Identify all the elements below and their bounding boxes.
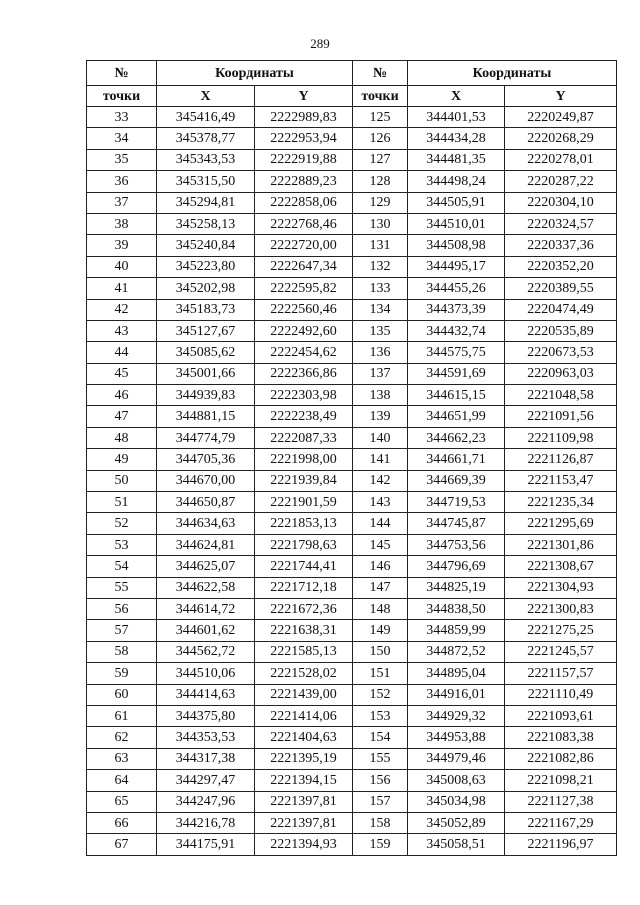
y-left: 2222238,49 [255,406,353,427]
x-right: 344825,19 [408,577,505,598]
y-left: 2222087,33 [255,427,353,448]
table-row [87,299,617,320]
header-points-right: точки [353,86,408,107]
table-row [87,363,617,384]
table-row [87,812,617,833]
point-number-right: 134 [353,299,408,320]
y-right: 2221245,57 [505,641,617,662]
x-right: 344953,88 [408,727,505,748]
point-number-left: 42 [87,299,157,320]
point-number-right: 142 [353,470,408,491]
y-left: 2221404,63 [255,727,353,748]
point-number-left: 51 [87,492,157,513]
x-right: 344508,98 [408,235,505,256]
y-right: 2220673,53 [505,342,617,363]
point-number-right: 152 [353,684,408,705]
table-row [87,513,617,534]
y-left: 2221712,18 [255,577,353,598]
x-right: 345058,51 [408,834,505,855]
x-right: 344859,99 [408,620,505,641]
y-right: 2221126,87 [505,449,617,470]
y-left: 2221394,93 [255,834,353,855]
point-number-left: 40 [87,256,157,277]
y-right: 2221109,98 [505,427,617,448]
table-row [87,149,617,170]
x-left: 344650,87 [157,492,255,513]
page-number: 289 [310,36,330,51]
point-number-left: 53 [87,534,157,555]
y-right: 2220474,49 [505,299,617,320]
table-row [87,598,617,619]
table-row [87,641,617,662]
x-left: 344705,36 [157,449,255,470]
y-right: 2221083,38 [505,727,617,748]
y-left: 2221439,00 [255,684,353,705]
point-number-right: 147 [353,577,408,598]
point-number-right: 159 [353,834,408,855]
y-right: 2221167,29 [505,812,617,833]
table-row [87,663,617,684]
table-row [87,791,617,812]
x-left: 344881,15 [157,406,255,427]
x-right: 344753,56 [408,534,505,555]
point-number-left: 47 [87,406,157,427]
y-right: 2220324,57 [505,213,617,234]
y-right: 2221091,56 [505,406,617,427]
header-y-left: Y [255,86,353,107]
y-left: 2222560,46 [255,299,353,320]
x-right: 344575,75 [408,342,505,363]
table-row [87,256,617,277]
y-left: 2222492,60 [255,320,353,341]
x-right: 344661,71 [408,449,505,470]
y-right: 2220249,87 [505,107,617,128]
y-right: 2221157,57 [505,663,617,684]
table-row [87,385,617,406]
y-left: 2221397,81 [255,791,353,812]
x-right: 344796,69 [408,556,505,577]
y-left: 2222889,23 [255,171,353,192]
point-number-left: 39 [87,235,157,256]
table-row [87,620,617,641]
table-row [87,107,617,128]
point-number-right: 133 [353,278,408,299]
x-right: 344498,24 [408,171,505,192]
x-left: 344624,81 [157,534,255,555]
header-row-bottom [87,86,617,107]
y-left: 2222858,06 [255,192,353,213]
point-number-right: 138 [353,385,408,406]
x-right: 344662,23 [408,427,505,448]
point-number-right: 130 [353,213,408,234]
x-left: 345416,49 [157,107,255,128]
x-left: 344317,38 [157,748,255,769]
header-coordinates-right: Координаты [408,61,617,86]
point-number-left: 59 [87,663,157,684]
y-right: 2220304,10 [505,192,617,213]
x-left: 344216,78 [157,812,255,833]
header-x-right: X [408,86,505,107]
x-right: 345034,98 [408,791,505,812]
y-right: 2220278,01 [505,149,617,170]
x-right: 344495,17 [408,256,505,277]
y-left: 2222768,46 [255,213,353,234]
table-row [87,278,617,299]
point-number-left: 63 [87,748,157,769]
y-left: 2222953,94 [255,128,353,149]
y-right: 2220389,55 [505,278,617,299]
header-coordinates-left: Координаты [157,61,353,86]
point-number-right: 143 [353,492,408,513]
point-number-left: 49 [87,449,157,470]
point-number-left: 62 [87,727,157,748]
point-number-right: 126 [353,128,408,149]
y-left: 2222366,86 [255,363,353,384]
y-right: 2220352,20 [505,256,617,277]
x-right: 344916,01 [408,684,505,705]
y-left: 2221998,00 [255,449,353,470]
table-row [87,171,617,192]
y-right: 2221196,97 [505,834,617,855]
y-right: 2221110,49 [505,684,617,705]
point-number-left: 56 [87,598,157,619]
point-number-right: 139 [353,406,408,427]
x-left: 345085,62 [157,342,255,363]
y-right: 2221275,25 [505,620,617,641]
y-left: 2221672,36 [255,598,353,619]
point-number-left: 38 [87,213,157,234]
point-number-left: 44 [87,342,157,363]
table-row [87,770,617,791]
x-left: 344297,47 [157,770,255,791]
point-number-left: 35 [87,149,157,170]
table-row [87,534,617,555]
point-number-left: 60 [87,684,157,705]
x-right: 344481,35 [408,149,505,170]
point-number-left: 36 [87,171,157,192]
y-left: 2222647,34 [255,256,353,277]
y-left: 2221395,19 [255,748,353,769]
x-left: 345001,66 [157,363,255,384]
point-number-right: 150 [353,641,408,662]
header-points-left: точки [87,86,157,107]
x-right: 344929,32 [408,705,505,726]
point-number-left: 65 [87,791,157,812]
y-right: 2220268,29 [505,128,617,149]
y-right: 2221235,34 [505,492,617,513]
table-row [87,192,617,213]
x-right: 344979,46 [408,748,505,769]
header-x-left: X [157,86,255,107]
x-left: 344175,91 [157,834,255,855]
table-row [87,342,617,363]
y-left: 2221397,81 [255,812,353,833]
y-right: 2220337,36 [505,235,617,256]
point-number-left: 50 [87,470,157,491]
x-right: 344872,52 [408,641,505,662]
point-number-right: 156 [353,770,408,791]
table-row [87,235,617,256]
point-number-left: 55 [87,577,157,598]
table-row [87,684,617,705]
point-number-left: 43 [87,320,157,341]
x-left: 345127,67 [157,320,255,341]
point-number-right: 149 [353,620,408,641]
x-right: 344505,91 [408,192,505,213]
point-number-right: 158 [353,812,408,833]
x-left: 344614,72 [157,598,255,619]
point-number-left: 61 [87,705,157,726]
point-number-right: 145 [353,534,408,555]
point-number-right: 135 [353,320,408,341]
y-left: 2222919,88 [255,149,353,170]
x-left: 345378,77 [157,128,255,149]
y-right: 2221301,86 [505,534,617,555]
y-left: 2221798,63 [255,534,353,555]
x-right: 344719,53 [408,492,505,513]
x-right: 345052,89 [408,812,505,833]
point-number-right: 140 [353,427,408,448]
x-left: 344247,96 [157,791,255,812]
y-right: 2221304,93 [505,577,617,598]
x-left: 344625,07 [157,556,255,577]
x-right: 345008,63 [408,770,505,791]
y-right: 2220287,22 [505,171,617,192]
x-left: 345223,80 [157,256,255,277]
x-right: 344591,69 [408,363,505,384]
x-left: 345202,98 [157,278,255,299]
header-no-right: № [353,61,408,86]
y-left: 2221939,84 [255,470,353,491]
y-left: 2221744,41 [255,556,353,577]
point-number-right: 132 [353,256,408,277]
x-left: 344774,79 [157,427,255,448]
y-left: 2222989,83 [255,107,353,128]
x-left: 344353,53 [157,727,255,748]
point-number-left: 57 [87,620,157,641]
x-right: 344745,87 [408,513,505,534]
x-left: 344601,62 [157,620,255,641]
y-left: 2221414,06 [255,705,353,726]
point-number-left: 58 [87,641,157,662]
point-number-right: 129 [353,192,408,213]
y-left: 2221585,13 [255,641,353,662]
x-right: 344615,15 [408,385,505,406]
x-left: 345183,73 [157,299,255,320]
point-number-right: 131 [353,235,408,256]
x-left: 345258,13 [157,213,255,234]
point-number-left: 67 [87,834,157,855]
table-row [87,748,617,769]
table-row [87,320,617,341]
x-right: 344373,39 [408,299,505,320]
y-right: 2221093,61 [505,705,617,726]
point-number-right: 154 [353,727,408,748]
x-left: 344622,58 [157,577,255,598]
table-row [87,834,617,855]
point-number-right: 136 [353,342,408,363]
x-left: 344375,80 [157,705,255,726]
x-right: 344838,50 [408,598,505,619]
table-row [87,406,617,427]
point-number-right: 153 [353,705,408,726]
point-number-left: 33 [87,107,157,128]
point-number-right: 141 [353,449,408,470]
point-number-left: 45 [87,363,157,384]
x-left: 345294,81 [157,192,255,213]
table-row [87,213,617,234]
y-right: 2221295,69 [505,513,617,534]
point-number-right: 144 [353,513,408,534]
y-left: 2221638,31 [255,620,353,641]
y-left: 2221528,02 [255,663,353,684]
y-left: 2221853,13 [255,513,353,534]
table-row [87,470,617,491]
x-left: 344939,83 [157,385,255,406]
point-number-right: 125 [353,107,408,128]
point-number-left: 37 [87,192,157,213]
y-left: 2221394,15 [255,770,353,791]
point-number-right: 137 [353,363,408,384]
table-row [87,705,617,726]
y-right: 2221082,86 [505,748,617,769]
x-right: 344895,04 [408,663,505,684]
y-right: 2220535,89 [505,320,617,341]
x-left: 344670,00 [157,470,255,491]
y-right: 2221153,47 [505,470,617,491]
y-right: 2220963,03 [505,363,617,384]
point-number-right: 157 [353,791,408,812]
x-left: 345240,84 [157,235,255,256]
point-number-left: 66 [87,812,157,833]
x-right: 344432,74 [408,320,505,341]
x-right: 344669,39 [408,470,505,491]
y-left: 2222720,00 [255,235,353,256]
y-right: 2221098,21 [505,770,617,791]
point-number-right: 127 [353,149,408,170]
point-number-left: 64 [87,770,157,791]
point-number-right: 146 [353,556,408,577]
x-right: 344651,99 [408,406,505,427]
table-row [87,577,617,598]
point-number-left: 52 [87,513,157,534]
point-number-right: 155 [353,748,408,769]
x-left: 345315,50 [157,171,255,192]
x-left: 344414,63 [157,684,255,705]
point-number-left: 41 [87,278,157,299]
point-number-right: 128 [353,171,408,192]
table-row [87,556,617,577]
header-no-left: № [87,61,157,86]
y-right: 2221127,38 [505,791,617,812]
y-right: 2221300,83 [505,598,617,619]
y-left: 2222303,98 [255,385,353,406]
point-number-left: 54 [87,556,157,577]
coordinates-table [86,60,617,856]
point-number-right: 148 [353,598,408,619]
table-row [87,727,617,748]
header-y-right: Y [505,86,617,107]
x-right: 344434,28 [408,128,505,149]
x-right: 344455,26 [408,278,505,299]
point-number-left: 34 [87,128,157,149]
table-row [87,427,617,448]
table-row [87,492,617,513]
table-body [87,107,617,856]
x-left: 344634,63 [157,513,255,534]
x-right: 344401,53 [408,107,505,128]
y-left: 2222454,62 [255,342,353,363]
point-number-left: 48 [87,427,157,448]
x-left: 345343,53 [157,149,255,170]
x-left: 344562,72 [157,641,255,662]
point-number-left: 46 [87,385,157,406]
header-row-top [87,61,617,86]
point-number-right: 151 [353,663,408,684]
y-right: 2221048,58 [505,385,617,406]
y-left: 2221901,59 [255,492,353,513]
x-left: 344510,06 [157,663,255,684]
x-right: 344510,01 [408,213,505,234]
table-row [87,449,617,470]
y-left: 2222595,82 [255,278,353,299]
y-right: 2221308,67 [505,556,617,577]
table-row [87,128,617,149]
